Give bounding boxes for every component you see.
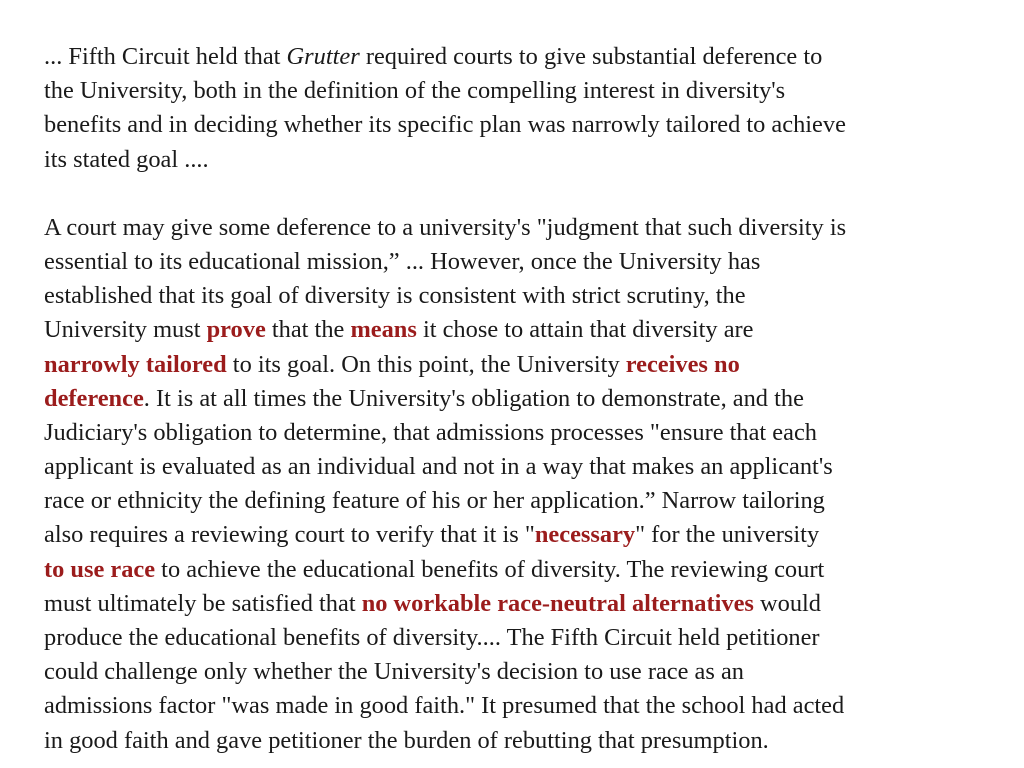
emphasized-phrase: necessary <box>534 521 636 549</box>
text-run: Judiciary's obligation to determine, that admissions processes "ensure that each <box>44 418 817 446</box>
text-line <box>44 348 1000 382</box>
text-run: essential to its educational mission,” ... However, once the University has <box>44 247 761 275</box>
text-line <box>44 416 1000 450</box>
text-run: applicant is evaluated as an individual and not in a way that makes an applicant's <box>44 453 833 481</box>
text-run: the University, both in the definition of the compelling interest in diversity's <box>44 77 786 105</box>
text-line <box>44 40 1000 74</box>
text-line <box>44 724 1000 758</box>
text-run: . It is at all times the University's obligation to demonstrate, and the <box>143 384 804 412</box>
emphasized-phrase: narrowly tailored <box>44 350 227 378</box>
text-run: it chose to attain that diversity are <box>416 316 754 344</box>
text-line <box>44 655 1000 689</box>
text-line <box>44 587 1000 621</box>
text-run: would <box>753 589 821 617</box>
text-run: to achieve the educational benefits of diversity. The reviewing court <box>155 555 825 583</box>
paragraph-1 <box>44 40 1000 177</box>
text-run: University must <box>44 316 207 344</box>
text-line <box>44 108 1000 142</box>
text-body <box>44 40 1000 758</box>
emphasized-phrase: no workable race-neutral alternatives <box>361 589 754 617</box>
text-line <box>44 518 1000 552</box>
text-run: " for the university <box>635 521 820 549</box>
text-line <box>44 74 1000 108</box>
text-line <box>44 279 1000 313</box>
italic-case-name: Grutter <box>286 43 360 70</box>
emphasized-phrase: to use race <box>44 555 156 583</box>
text-run: must ultimately be satisfied that <box>44 589 362 617</box>
text-line <box>44 382 1000 416</box>
text-line <box>44 450 1000 484</box>
text-run: to its goal. On this point, the University <box>226 350 626 378</box>
emphasized-phrase: receives no <box>625 350 740 378</box>
emphasized-phrase: means <box>350 316 417 344</box>
text-line <box>44 689 1000 723</box>
text-line <box>44 143 1000 177</box>
text-run: admissions factor "was made in good faith." It presumed that the school had acted <box>44 692 845 720</box>
text-run: ... Fifth Circuit held that <box>44 43 287 70</box>
emphasized-phrase: prove <box>206 316 266 344</box>
text-run: established that its goal of diversity is consistent with strict scrutiny, the <box>44 282 746 310</box>
text-run: benefits and in deciding whether its specific plan was narrowly tailored to achieve <box>44 111 846 139</box>
text-line <box>44 313 1000 347</box>
text-line <box>44 211 1000 245</box>
text-line <box>44 553 1000 587</box>
text-line <box>44 484 1000 518</box>
text-run: race or ethnicity the defining feature of his or her application.” Narrow tailoring <box>44 487 825 515</box>
text-run: also requires a reviewing court to verify that it is " <box>44 521 535 549</box>
text-run: could challenge only whether the University's decision to use race as an <box>44 658 744 686</box>
text-run: in good faith and gave petitioner the burden of rebutting that presumption. <box>44 726 769 754</box>
text-run: that the <box>265 316 351 344</box>
text-run: required courts to give substantial deference to <box>359 43 823 70</box>
text-run: its stated goal .... <box>44 145 209 173</box>
text-line <box>44 245 1000 279</box>
text-line <box>44 621 1000 655</box>
paragraph-2 <box>44 211 1000 758</box>
text-run: produce the educational benefits of diversity.... The Fifth Circuit held petitioner <box>44 624 820 651</box>
text-run: A court may give some deference to a university's "judgment that such diversity is <box>44 213 847 241</box>
emphasized-phrase: deference <box>44 384 144 412</box>
